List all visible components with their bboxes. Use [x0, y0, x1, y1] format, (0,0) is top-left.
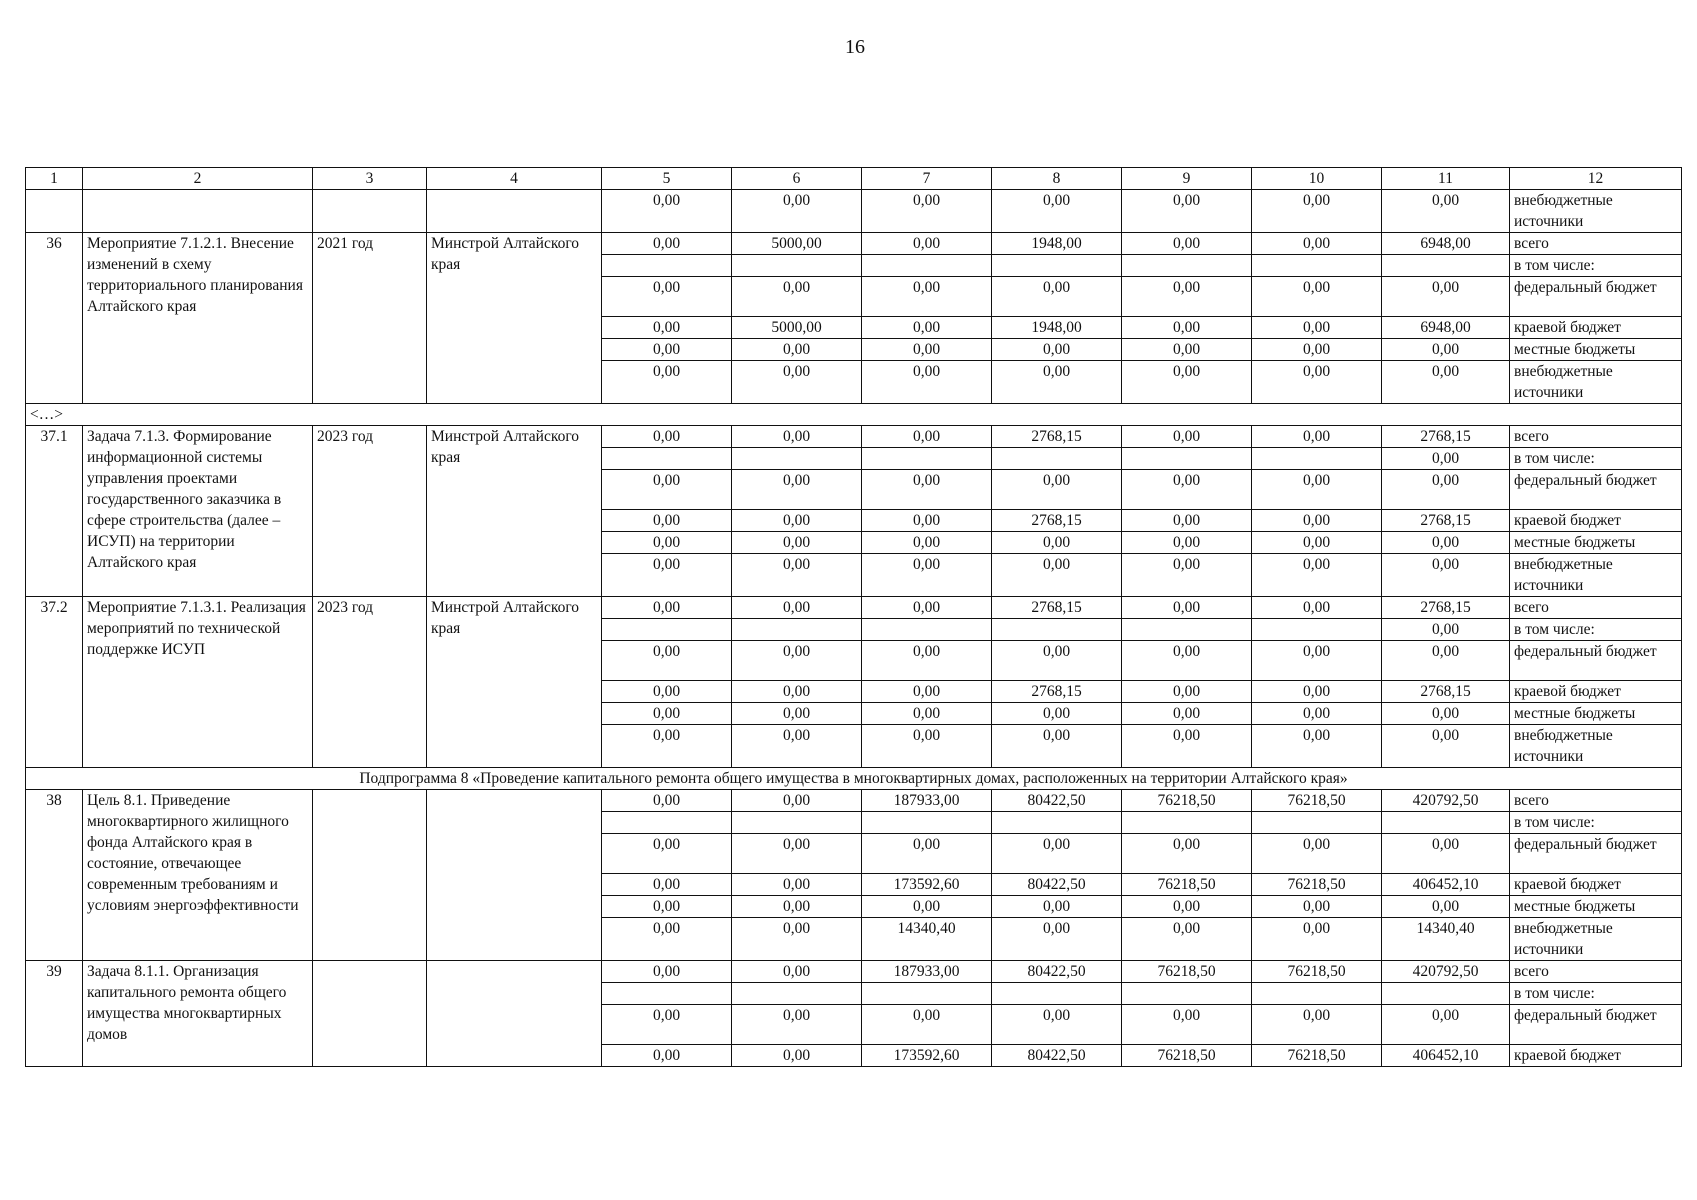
amount-cell: 0,00 [862, 317, 992, 339]
amount-cell: 0,00 [1252, 703, 1382, 725]
amount-cell: 0,00 [992, 470, 1122, 510]
amount-cell [1252, 983, 1382, 1005]
amount-cell: 2768,15 [992, 597, 1122, 619]
amount-cell: 406452,10 [1382, 1045, 1510, 1067]
funding-source: в том числе: [1510, 448, 1682, 470]
amount-cell [732, 448, 862, 470]
column-number: 4 [427, 168, 602, 190]
amount-cell: 0,00 [862, 339, 992, 361]
column-number: 11 [1382, 168, 1510, 190]
item-year: 2021 год [313, 233, 427, 404]
item-year [313, 790, 427, 961]
amount-cell: 0,00 [1252, 1005, 1382, 1045]
item-name: Мероприятие 7.1.2.1. Внесение изменений в схему территориального планирования Алтайского края [83, 233, 313, 404]
amount-cell: 0,00 [992, 554, 1122, 597]
amount-cell: 0,00 [1122, 725, 1252, 768]
amount-cell: 0,00 [602, 233, 732, 255]
column-number: 3 [313, 168, 427, 190]
amount-cell: 2768,15 [992, 681, 1122, 703]
amount-cell: 0,00 [992, 190, 1122, 233]
amount-cell: 0,00 [1122, 597, 1252, 619]
column-number: 9 [1122, 168, 1252, 190]
amount-cell: 0,00 [1382, 554, 1510, 597]
amount-cell [1122, 812, 1252, 834]
amount-cell [992, 619, 1122, 641]
amount-cell: 0,00 [1252, 470, 1382, 510]
amount-cell: 0,00 [862, 532, 992, 554]
amount-cell: 0,00 [992, 361, 1122, 404]
amount-cell: 0,00 [602, 277, 732, 317]
amount-cell: 0,00 [992, 703, 1122, 725]
amount-cell: 0,00 [602, 703, 732, 725]
amount-cell [992, 255, 1122, 277]
amount-cell [862, 812, 992, 834]
amount-cell: 0,00 [1382, 470, 1510, 510]
amount-cell: 0,00 [732, 1005, 862, 1045]
amount-cell: 0,00 [602, 190, 732, 233]
amount-cell: 0,00 [602, 918, 732, 961]
funding-source: федеральный бюджет [1510, 834, 1682, 874]
amount-cell [1252, 255, 1382, 277]
funding-source: краевой бюджет [1510, 874, 1682, 896]
page-number: 16 [845, 36, 865, 58]
amount-cell [602, 448, 732, 470]
amount-cell: 0,00 [732, 532, 862, 554]
funding-source: краевой бюджет [1510, 317, 1682, 339]
amount-cell: 0,00 [1382, 725, 1510, 768]
item-executor [427, 790, 602, 961]
amount-cell: 0,00 [602, 510, 732, 532]
funding-source: федеральный бюджет [1510, 277, 1682, 317]
amount-cell: 0,00 [1252, 510, 1382, 532]
amount-cell: 420792,50 [1382, 790, 1510, 812]
amount-cell [732, 255, 862, 277]
amount-cell: 0,00 [732, 703, 862, 725]
funding-source: федеральный бюджет [1510, 641, 1682, 681]
funding-source: внебюджетные источники [1510, 361, 1682, 404]
amount-cell: 0,00 [862, 1005, 992, 1045]
column-number: 1 [26, 168, 83, 190]
amount-cell: 0,00 [602, 532, 732, 554]
amount-cell: 0,00 [1382, 641, 1510, 681]
amount-cell: 0,00 [1382, 532, 1510, 554]
amount-cell: 0,00 [862, 233, 992, 255]
amount-cell: 0,00 [1122, 834, 1252, 874]
amount-cell: 0,00 [732, 277, 862, 317]
amount-cell [1252, 448, 1382, 470]
amount-cell [862, 619, 992, 641]
funding-source: в том числе: [1510, 255, 1682, 277]
amount-cell [992, 448, 1122, 470]
amount-cell: 0,00 [732, 961, 862, 983]
amount-cell: 0,00 [862, 896, 992, 918]
amount-cell: 0,00 [1252, 681, 1382, 703]
amount-cell [992, 812, 1122, 834]
amount-cell: 0,00 [992, 339, 1122, 361]
amount-cell: 0,00 [1382, 703, 1510, 725]
omission-marker-row [26, 404, 1682, 426]
table-row [26, 426, 1682, 448]
amount-cell [1382, 255, 1510, 277]
funding-source: федеральный бюджет [1510, 470, 1682, 510]
funding-source: всего [1510, 961, 1682, 983]
column-number: 2 [83, 168, 313, 190]
item-name: Задача 7.1.3. Формирование информационной системы управления проектами государственного заказчика в сфере строительства (далее – ИСУП) на территории Алтайского края [83, 426, 313, 597]
amount-cell: 0,00 [732, 597, 862, 619]
amount-cell: 0,00 [1122, 1005, 1252, 1045]
amount-cell: 0,00 [602, 834, 732, 874]
amount-cell: 0,00 [1122, 554, 1252, 597]
amount-cell: 0,00 [1252, 554, 1382, 597]
empty-cell [83, 190, 313, 233]
amount-cell: 76218,50 [1252, 874, 1382, 896]
item-executor [427, 961, 602, 1067]
amount-cell: 0,00 [1122, 233, 1252, 255]
amount-cell: 0,00 [862, 834, 992, 874]
amount-cell: 0,00 [1382, 277, 1510, 317]
amount-cell: 0,00 [1122, 277, 1252, 317]
amount-cell [862, 983, 992, 1005]
amount-cell: 80422,50 [992, 1045, 1122, 1067]
amount-cell: 0,00 [732, 725, 862, 768]
funding-source: в том числе: [1510, 983, 1682, 1005]
amount-cell: 0,00 [1122, 918, 1252, 961]
amount-cell: 14340,40 [1382, 918, 1510, 961]
amount-cell: 0,00 [992, 277, 1122, 317]
funding-source: внебюджетные источники [1510, 554, 1682, 597]
amount-cell: 0,00 [862, 510, 992, 532]
amount-cell: 0,00 [732, 339, 862, 361]
table-row [26, 790, 1682, 812]
amount-cell: 0,00 [1122, 681, 1252, 703]
amount-cell [862, 448, 992, 470]
column-number-row [26, 168, 1682, 190]
amount-cell: 0,00 [1122, 190, 1252, 233]
table-row [26, 233, 1682, 255]
funding-source: федеральный бюджет [1510, 1005, 1682, 1045]
amount-cell: 173592,60 [862, 874, 992, 896]
table-row [26, 190, 1682, 233]
amount-cell [732, 812, 862, 834]
amount-cell: 0,00 [732, 641, 862, 681]
amount-cell: 0,00 [1382, 834, 1510, 874]
amount-cell: 0,00 [732, 361, 862, 404]
funding-source: местные бюджеты [1510, 703, 1682, 725]
amount-cell: 0,00 [1382, 896, 1510, 918]
amount-cell: 0,00 [602, 681, 732, 703]
funding-source: местные бюджеты [1510, 896, 1682, 918]
amount-cell: 0,00 [992, 725, 1122, 768]
amount-cell: 2768,15 [1382, 681, 1510, 703]
amount-cell [602, 983, 732, 1005]
empty-cell [427, 190, 602, 233]
column-number: 10 [1252, 168, 1382, 190]
amount-cell: 76218,50 [1122, 874, 1252, 896]
amount-cell [862, 255, 992, 277]
amount-cell: 0,00 [732, 1045, 862, 1067]
amount-cell: 0,00 [602, 1045, 732, 1067]
amount-cell: 0,00 [1122, 339, 1252, 361]
amount-cell: 0,00 [992, 532, 1122, 554]
amount-cell: 2768,15 [1382, 426, 1510, 448]
amount-cell: 76218,50 [1252, 790, 1382, 812]
item-number: 36 [26, 233, 83, 404]
amount-cell: 0,00 [1252, 532, 1382, 554]
amount-cell: 0,00 [732, 681, 862, 703]
amount-cell: 0,00 [1382, 361, 1510, 404]
amount-cell: 1948,00 [992, 317, 1122, 339]
amount-cell: 76218,50 [1122, 1045, 1252, 1067]
amount-cell: 2768,15 [1382, 597, 1510, 619]
amount-cell: 0,00 [1252, 834, 1382, 874]
amount-cell: 0,00 [732, 834, 862, 874]
amount-cell: 0,00 [862, 725, 992, 768]
item-year: 2023 год [313, 597, 427, 768]
amount-cell: 0,00 [602, 725, 732, 768]
amount-cell [992, 983, 1122, 1005]
item-name: Мероприятие 7.1.3.1. Реализация мероприятий по технической поддержке ИСУП [83, 597, 313, 768]
amount-cell: 0,00 [1252, 597, 1382, 619]
funding-source: всего [1510, 597, 1682, 619]
funding-source: всего [1510, 790, 1682, 812]
item-number: 39 [26, 961, 83, 1067]
amount-cell: 0,00 [1382, 339, 1510, 361]
amount-cell: 0,00 [602, 790, 732, 812]
amount-cell [602, 619, 732, 641]
funding-source: всего [1510, 426, 1682, 448]
amount-cell: 0,00 [732, 896, 862, 918]
amount-cell: 0,00 [1122, 703, 1252, 725]
amount-cell: 0,00 [602, 896, 732, 918]
item-year [313, 961, 427, 1067]
amount-cell: 80422,50 [992, 961, 1122, 983]
amount-cell: 80422,50 [992, 790, 1122, 812]
amount-cell: 0,00 [602, 874, 732, 896]
funding-source: внебюджетные источники [1510, 918, 1682, 961]
amount-cell: 0,00 [1122, 510, 1252, 532]
amount-cell: 0,00 [602, 597, 732, 619]
amount-cell: 0,00 [732, 874, 862, 896]
amount-cell: 0,00 [862, 277, 992, 317]
amount-cell: 0,00 [1122, 361, 1252, 404]
amount-cell [1252, 812, 1382, 834]
item-number: 37.2 [26, 597, 83, 768]
amount-cell: 0,00 [862, 554, 992, 597]
amount-cell [1252, 619, 1382, 641]
column-number: 12 [1510, 168, 1682, 190]
item-executor: Минстрой Алтайского края [427, 597, 602, 768]
column-number: 7 [862, 168, 992, 190]
funding-source: внебюджетные источники [1510, 190, 1682, 233]
amount-cell: 0,00 [1252, 277, 1382, 317]
amount-cell: 0,00 [1122, 426, 1252, 448]
amount-cell: 0,00 [602, 1005, 732, 1045]
amount-cell: 0,00 [1122, 317, 1252, 339]
item-executor: Минстрой Алтайского края [427, 426, 602, 597]
amount-cell: 187933,00 [862, 790, 992, 812]
column-number: 6 [732, 168, 862, 190]
table-row [26, 961, 1682, 983]
amount-cell: 0,00 [602, 470, 732, 510]
funding-source: внебюджетные источники [1510, 725, 1682, 768]
amount-cell: 0,00 [732, 510, 862, 532]
amount-cell: 0,00 [862, 597, 992, 619]
amount-cell: 6948,00 [1382, 233, 1510, 255]
amount-cell: 0,00 [1252, 426, 1382, 448]
subprogram-title: Подпрограмма 8 «Проведение капитального ремонта общего имущества в многоквартирных домах, расположенных на территории Алтайского края» [26, 768, 1682, 790]
amount-cell: 1948,00 [992, 233, 1122, 255]
amount-cell: 0,00 [1122, 470, 1252, 510]
amount-cell: 0,00 [602, 317, 732, 339]
amount-cell: 0,00 [732, 790, 862, 812]
amount-cell: 0,00 [1252, 317, 1382, 339]
amount-cell [732, 983, 862, 1005]
table-body [26, 168, 1682, 1067]
column-number: 5 [602, 168, 732, 190]
amount-cell: 0,00 [1252, 361, 1382, 404]
amount-cell: 76218,50 [1252, 1045, 1382, 1067]
funding-source: местные бюджеты [1510, 339, 1682, 361]
item-year: 2023 год [313, 426, 427, 597]
funding-source: краевой бюджет [1510, 1045, 1682, 1067]
amount-cell: 76218,50 [1252, 961, 1382, 983]
funding-source: в том числе: [1510, 619, 1682, 641]
amount-cell: 420792,50 [1382, 961, 1510, 983]
amount-cell: 0,00 [862, 681, 992, 703]
amount-cell: 0,00 [992, 834, 1122, 874]
amount-cell [1382, 983, 1510, 1005]
amount-cell: 0,00 [602, 961, 732, 983]
amount-cell: 0,00 [732, 470, 862, 510]
amount-cell: 0,00 [992, 641, 1122, 681]
amount-cell: 0,00 [862, 361, 992, 404]
funding-source: в том числе: [1510, 812, 1682, 834]
amount-cell: 0,00 [732, 554, 862, 597]
amount-cell: 0,00 [1382, 1005, 1510, 1045]
funding-source: всего [1510, 233, 1682, 255]
subprogram-title-row [26, 768, 1682, 790]
item-executor: Минстрой Алтайского края [427, 233, 602, 404]
amount-cell: 0,00 [1252, 725, 1382, 768]
amount-cell: 0,00 [862, 703, 992, 725]
amount-cell: 5000,00 [732, 317, 862, 339]
amount-cell: 5000,00 [732, 233, 862, 255]
amount-cell: 2768,15 [992, 510, 1122, 532]
amount-cell [732, 619, 862, 641]
amount-cell: 80422,50 [992, 874, 1122, 896]
amount-cell: 0,00 [602, 554, 732, 597]
amount-cell: 173592,60 [862, 1045, 992, 1067]
amount-cell: 0,00 [1122, 532, 1252, 554]
amount-cell [602, 255, 732, 277]
amount-cell: 0,00 [1252, 233, 1382, 255]
amount-cell: 0,00 [992, 1005, 1122, 1045]
empty-cell [26, 190, 83, 233]
item-name: Цель 8.1. Приведение многоквартирного жилищного фонда Алтайского края в состояние, отвечающее современным требованиям и условиям энергоэффективности [83, 790, 313, 961]
funding-source: краевой бюджет [1510, 681, 1682, 703]
amount-cell: 0,00 [1252, 190, 1382, 233]
amount-cell: 0,00 [602, 426, 732, 448]
item-number: 37.1 [26, 426, 83, 597]
amount-cell: 0,00 [992, 918, 1122, 961]
amount-cell: 0,00 [862, 641, 992, 681]
amount-cell: 0,00 [1252, 918, 1382, 961]
amount-cell: 0,00 [732, 918, 862, 961]
amount-cell: 0,00 [1252, 896, 1382, 918]
amount-cell: 76218,50 [1122, 790, 1252, 812]
amount-cell: 0,00 [732, 426, 862, 448]
amount-cell: 0,00 [862, 190, 992, 233]
funding-source: местные бюджеты [1510, 532, 1682, 554]
amount-cell [1122, 448, 1252, 470]
amount-cell: 0,00 [862, 470, 992, 510]
funding-source: краевой бюджет [1510, 510, 1682, 532]
table-row [26, 597, 1682, 619]
amount-cell [1122, 619, 1252, 641]
amount-cell: 76218,50 [1122, 961, 1252, 983]
amount-cell: 2768,15 [1382, 510, 1510, 532]
amount-cell: 0,00 [732, 190, 862, 233]
amount-cell [1122, 983, 1252, 1005]
amount-cell: 0,00 [1122, 896, 1252, 918]
column-number: 8 [992, 168, 1122, 190]
amount-cell: 0,00 [1252, 641, 1382, 681]
amount-cell: 0,00 [1252, 339, 1382, 361]
amount-cell: 187933,00 [862, 961, 992, 983]
omission-marker: <…> [26, 404, 1682, 426]
amount-cell [602, 812, 732, 834]
amount-cell: 0,00 [862, 426, 992, 448]
budget-table [25, 167, 1682, 1067]
amount-cell: 0,00 [1382, 448, 1510, 470]
item-name: Задача 8.1.1. Организация капитального ремонта общего имущества многоквартирных домов [83, 961, 313, 1067]
amount-cell: 0,00 [602, 339, 732, 361]
amount-cell: 0,00 [1122, 641, 1252, 681]
amount-cell: 0,00 [1382, 619, 1510, 641]
amount-cell: 0,00 [602, 361, 732, 404]
amount-cell [1382, 812, 1510, 834]
amount-cell: 0,00 [1382, 190, 1510, 233]
amount-cell: 2768,15 [992, 426, 1122, 448]
amount-cell: 14340,40 [862, 918, 992, 961]
empty-cell [313, 190, 427, 233]
amount-cell: 0,00 [992, 896, 1122, 918]
amount-cell: 6948,00 [1382, 317, 1510, 339]
item-number: 38 [26, 790, 83, 961]
amount-cell: 0,00 [602, 641, 732, 681]
amount-cell [1122, 255, 1252, 277]
amount-cell: 406452,10 [1382, 874, 1510, 896]
